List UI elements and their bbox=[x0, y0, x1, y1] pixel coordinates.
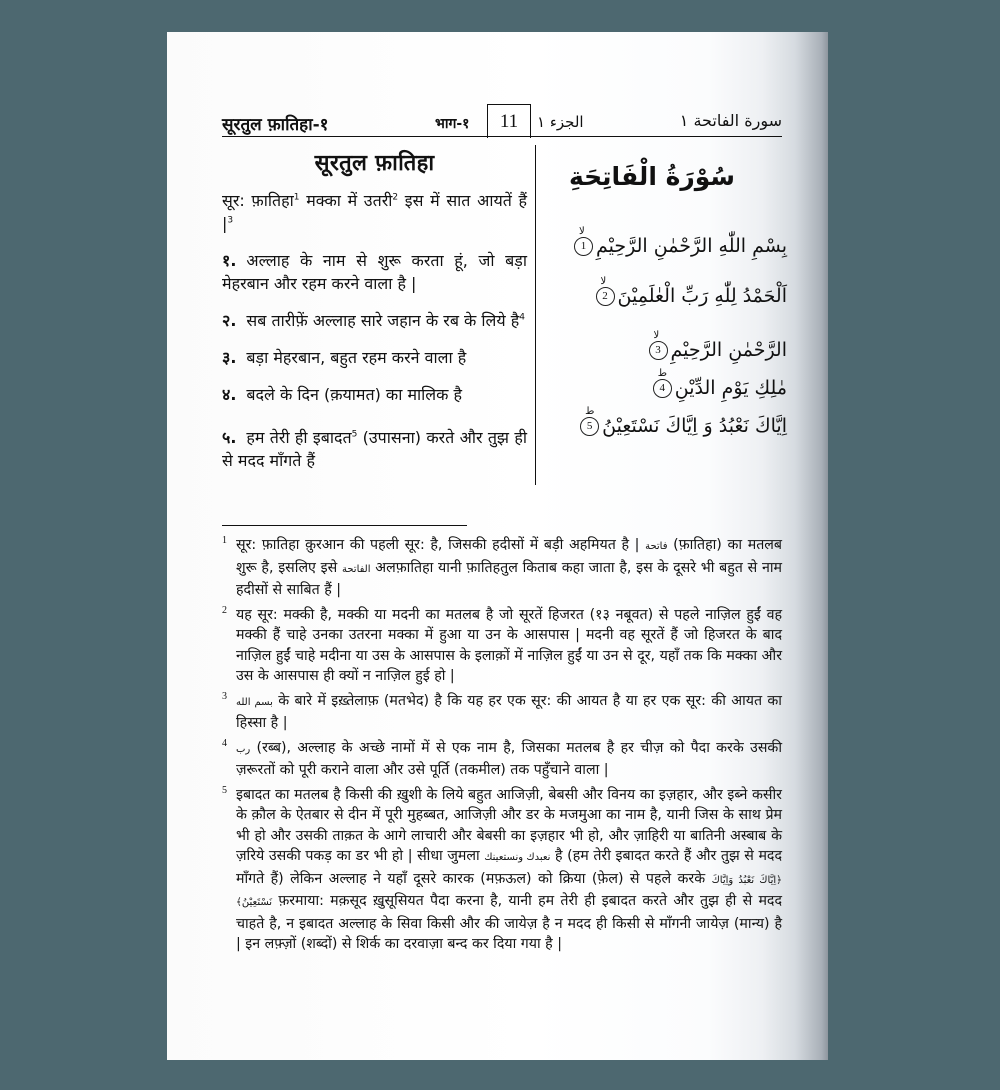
ayah-number-marker-icon: لا 3 bbox=[649, 341, 668, 360]
header-part-label: भाग-१ bbox=[435, 116, 470, 132]
inline-arabic: نعبدك ونستعينك bbox=[484, 852, 551, 863]
verse-1 bbox=[222, 249, 527, 295]
verse-text: सब तारीफ़ें अल्लाह सारे जहान के रब के लिये है bbox=[246, 311, 520, 330]
ayah-text: مٰلِكِ يَوْمِ الدِّيْنِ bbox=[674, 377, 787, 399]
intro-paragraph bbox=[222, 189, 527, 235]
ayah-1 bbox=[547, 225, 787, 257]
footnote-4: 4 رب (रब्ब), अल्लाह के अच्छे नामों में से एक नाम है, जिसका मतलब है हर चीज़ को पैदा करके उसकी ज़रूरतों को पूरी कराने वाला और उसे पूर्ति (तकमील) तक पहुँचाने वाला | bbox=[222, 738, 782, 781]
ayah-number-marker-icon: لا 2 bbox=[596, 287, 615, 306]
ayah-text: بِسْمِ اللّٰهِ الرَّحْمٰنِ الرَّحِيْمِ bbox=[596, 235, 787, 257]
inline-arabic: فاتحة bbox=[645, 541, 668, 552]
footnote-mark: 2 bbox=[222, 604, 227, 616]
verse-number: ५. bbox=[222, 428, 237, 447]
verse-number: ३. bbox=[222, 348, 237, 367]
ayah-text: اِيَّاكَ نَعْبُدُ وَ اِيَّاكَ نَسْتَعِيْنُ bbox=[602, 415, 787, 437]
footnotes bbox=[222, 535, 782, 959]
intro-text: सूर: फ़ातिहा bbox=[222, 191, 294, 210]
ayah-5 bbox=[547, 405, 787, 437]
verse-number: ४. bbox=[222, 385, 237, 404]
verse-text: अल्लाह के नाम से शुरू करता हूं, जो बड़ा मेहरबान और रहम करने वाला है | bbox=[222, 251, 527, 293]
waqf-sign: ط bbox=[657, 367, 668, 379]
header-surah-title-hindi: सूरतुल फ़ातिहा-१ bbox=[222, 115, 329, 135]
waqf-sign: لا bbox=[653, 329, 660, 341]
verse-text: हम तेरी ही इबादत bbox=[246, 428, 352, 447]
verse-2 bbox=[222, 309, 527, 332]
arabic-text-column bbox=[547, 144, 787, 437]
footnote-3: 3 بسم الله के बारे में इख़्तेलाफ़ (मतभेद) है कि यह हर एक सूर: की आयत है या हर एक सूर: की आयत का हिस्सा है | bbox=[222, 691, 782, 734]
inline-arabic: الفاتحة bbox=[341, 563, 371, 575]
footnote-mark: 5 bbox=[222, 784, 227, 796]
hindi-translation-column bbox=[222, 144, 527, 486]
footnote-mark: 3 bbox=[222, 690, 227, 702]
inline-arabic: رب bbox=[236, 743, 251, 755]
footnote-1: 1 सूर: फ़ातिहा क़ुरआन की पहली सूर: है, जिसकी हदीसों में बड़ी अहमियत है | فاتحة (फ़ातिहा) का मतलब शुरू है, इसलिए इसे الفاتحة अलफ़ातिहा यानी फ़ातिहतुल किताब कहा जाता है, इस के दूसरे भी बहुत से नाम हदीसों से साबित हैं | bbox=[222, 535, 782, 601]
ayah-number-marker-icon: ط 4 bbox=[653, 379, 672, 398]
header-juz-arabic: الجزء ١ bbox=[537, 113, 584, 131]
ayah-2 bbox=[547, 275, 787, 307]
footnote-2: 2 यह सूर: मक्की है, मक्की या मदनी का मतलब है जो सूरतें हिजरत (१३ नबूवत) से पहले नाज़िल हुईं वह मक्की हैं चाहे उनका उतरना मक्का में हुआ या उन के आसपास | मदनी वह सूरतें हैं जो हिजरत के बाद नाज़िल हुईं चाहे मदीना या उस के आसपास के इलाक़ों में नाज़िल हुईं या उन से दूर, यहाँ तक कि मक्का और उस के आसपास ही क्यों न नाज़िल हुई हो | bbox=[222, 605, 782, 687]
column-divider bbox=[535, 145, 536, 485]
footnote-ref[interactable]: 2 bbox=[392, 192, 399, 203]
ayah-text: اَلْحَمْدُ لِلّٰهِ رَبِّ الْعٰلَمِيْنَ bbox=[617, 285, 787, 307]
verse-text: बदले के दिन (क़यामत) का मालिक है bbox=[246, 385, 463, 404]
column-title: सूरतुल फ़ातिहा bbox=[314, 151, 435, 176]
footnote-5: 5 इबादत का मतलब है किसी की ख़ुशी के लिये बहुत आजिज़ी, बेबसी और विनय का इज़हार, और इब्ने कसीर के क़ौल के ऐतबार से दीन में पूरी मुहब्बत, आजिज़ी और डर के मजमुआ का नाम है, यानी जिस के साथ प्रेम भी हो और उसकी ताक़त के आगे लाचारी और बेबसी का इज़हार भी हो, और ज़ाहिरी या बातिनी अस्बाब के ज़रिये उसकी पकड़ का डर भी हो | सीधा जुमला نعبدك ونستعينك है (हम तेरी इबादत करते हैं और तुझ से मदद माँगते हैं) लेकिन अल्लाह ने यहाँ दूसरे कारक (मफ़ऊल) को क्रिया (फ़ेल) से पहले करके ﴿اِيَّاكَ نَعْبُدُ وَاِيَّاكَ نَسْتَعِيْنُ﴾ फ़रमाया: मक़सूद ख़ुसूसियत पैदा करना है, यानी हम तेरी ही इबादत करते और तुझ ही से मदद चाहते है, न इबादत अल्लाह के सिवा किसी और की जायेज़ है न मदद ही किसी से माँगनी जायेज़ (मान्य) है | इन लफ़्ज़ों (शब्दों) से शिर्क का दरवाज़ा बन्द कर दिया गया है | bbox=[222, 785, 782, 955]
footnote-ref[interactable]: 3 bbox=[227, 215, 234, 226]
ayah-number-marker-icon: ط 5 bbox=[580, 417, 599, 436]
ayah-3 bbox=[547, 329, 787, 361]
footnote-mark: 4 bbox=[222, 737, 227, 749]
intro-text: मक्का में उतरी bbox=[299, 191, 393, 210]
verse-text: (उपासना) करते और तुझ ही से मदद माँगते हैं bbox=[222, 428, 527, 470]
verse-3 bbox=[222, 346, 527, 369]
footnote-ref[interactable]: 5 bbox=[351, 429, 358, 440]
inline-arabic: بسم الله bbox=[236, 696, 273, 708]
waqf-sign: لا bbox=[600, 275, 607, 287]
ayah-4 bbox=[547, 367, 787, 399]
verse-text: बड़ा मेहरबान, बहुत रहम करने वाला है bbox=[246, 348, 467, 367]
verse-4 bbox=[222, 383, 527, 406]
header-surah-title-arabic: سورة الفاتحة ١ bbox=[679, 111, 782, 130]
footnote-separator bbox=[222, 525, 467, 526]
verse-number: १. bbox=[222, 251, 237, 270]
header-rule bbox=[222, 136, 782, 137]
page-number: 11 bbox=[487, 104, 531, 138]
footnote-ref[interactable]: 1 bbox=[293, 192, 300, 203]
inline-arabic: ﴿اِيَّاكَ نَعْبُدُ وَاِيَّاكَ نَسْتَعِيْنُ﴾ bbox=[236, 874, 783, 908]
footnote-mark: 1 bbox=[222, 535, 227, 546]
waqf-sign: ط bbox=[585, 405, 595, 417]
intro-text: इस में सात आयतें हैं | bbox=[222, 191, 527, 233]
waqf-sign: لا bbox=[579, 225, 585, 237]
verse-number: २. bbox=[222, 311, 237, 330]
ayah-number-marker-icon: لا 1 bbox=[574, 237, 593, 256]
footnote-ref[interactable]: 4 bbox=[519, 312, 526, 323]
book-page bbox=[167, 32, 828, 1060]
arabic-surah-title: سُوْرَةُ الْفَاتِحَةِ bbox=[568, 162, 735, 191]
verse-5 bbox=[222, 426, 527, 472]
ayah-text: الرَّحْمٰنِ الرَّحِيْمِ bbox=[670, 339, 787, 361]
